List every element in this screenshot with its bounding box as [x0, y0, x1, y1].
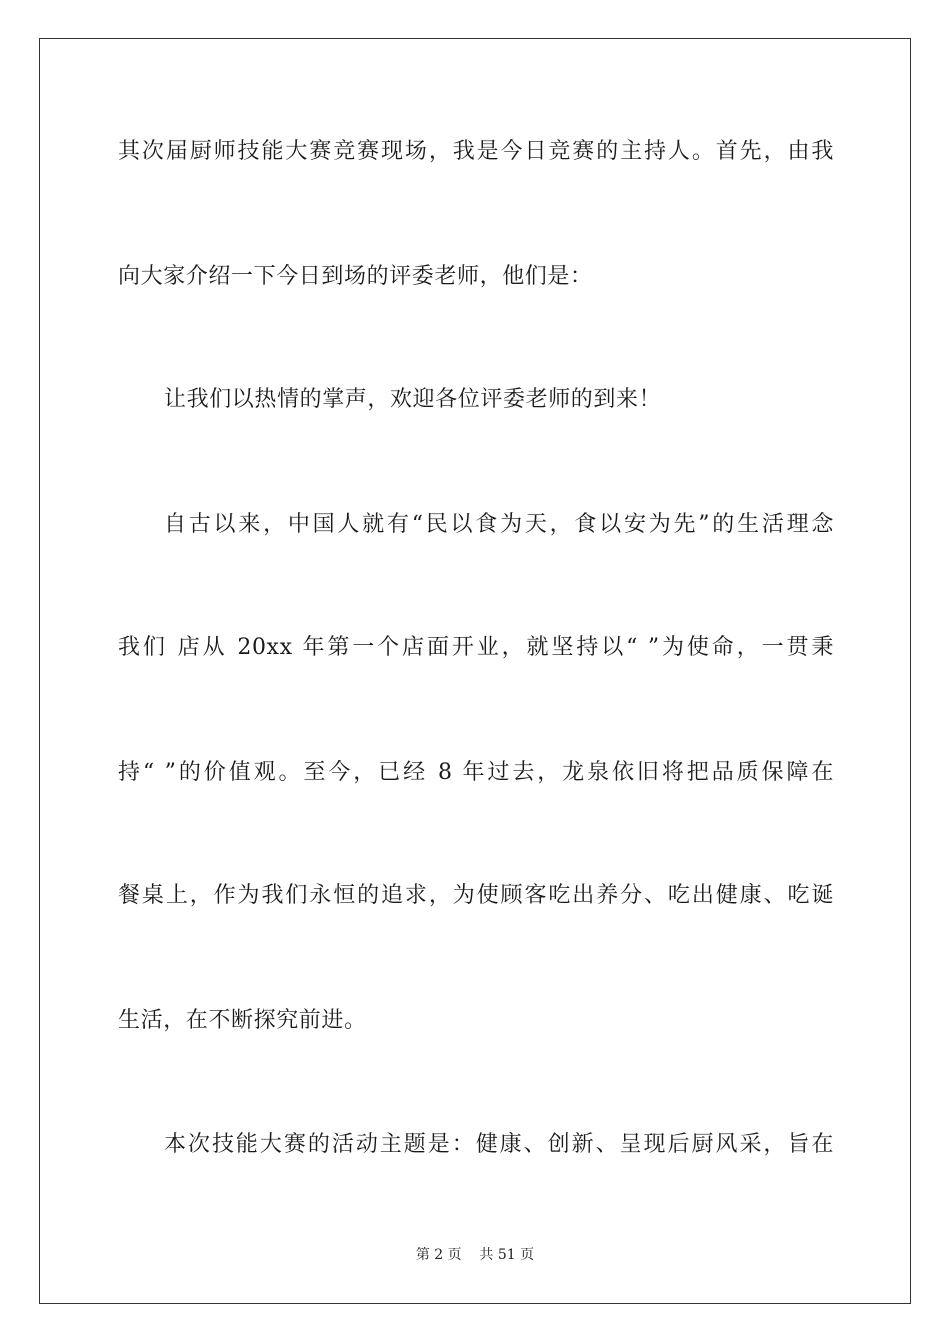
paragraph-line: 餐桌上，作为我们永恒的追求，为使顾客吃出养分、吃出健康、吃诞	[118, 883, 834, 908]
paragraph-line: 持“ ”的价值观。至今，已经 8 年过去，龙泉依旧将把品质保障在	[118, 760, 834, 785]
paragraph-line: 生活，在不断探究前进。	[118, 1008, 367, 1033]
paragraph-line: 其次届厨师技能大赛竞赛现场，我是今日竞赛的主持人。首先，由我	[118, 139, 834, 164]
paragraph-line: 让我们以热情的掌声，欢迎各位评委老师的到来！	[164, 387, 662, 412]
paragraph-line: 本次技能大赛的活动主题是：健康、创新、呈现后厨风采，旨在	[164, 1132, 834, 1157]
page-frame	[39, 38, 911, 1304]
paragraph-line: 向大家介绍一下今日到场的评委老师，他们是：	[118, 264, 593, 289]
paragraph-line: 自古以来，中国人就有“民以食为天，食以安为先”的生活理念	[164, 512, 834, 537]
page-number-footer: 第 2 页 共 51 页	[415, 1247, 535, 1263]
paragraph-line: 我们 店从 20xx 年第一个店面开业，就坚持以“ ”为使命，一贯秉	[118, 635, 834, 660]
